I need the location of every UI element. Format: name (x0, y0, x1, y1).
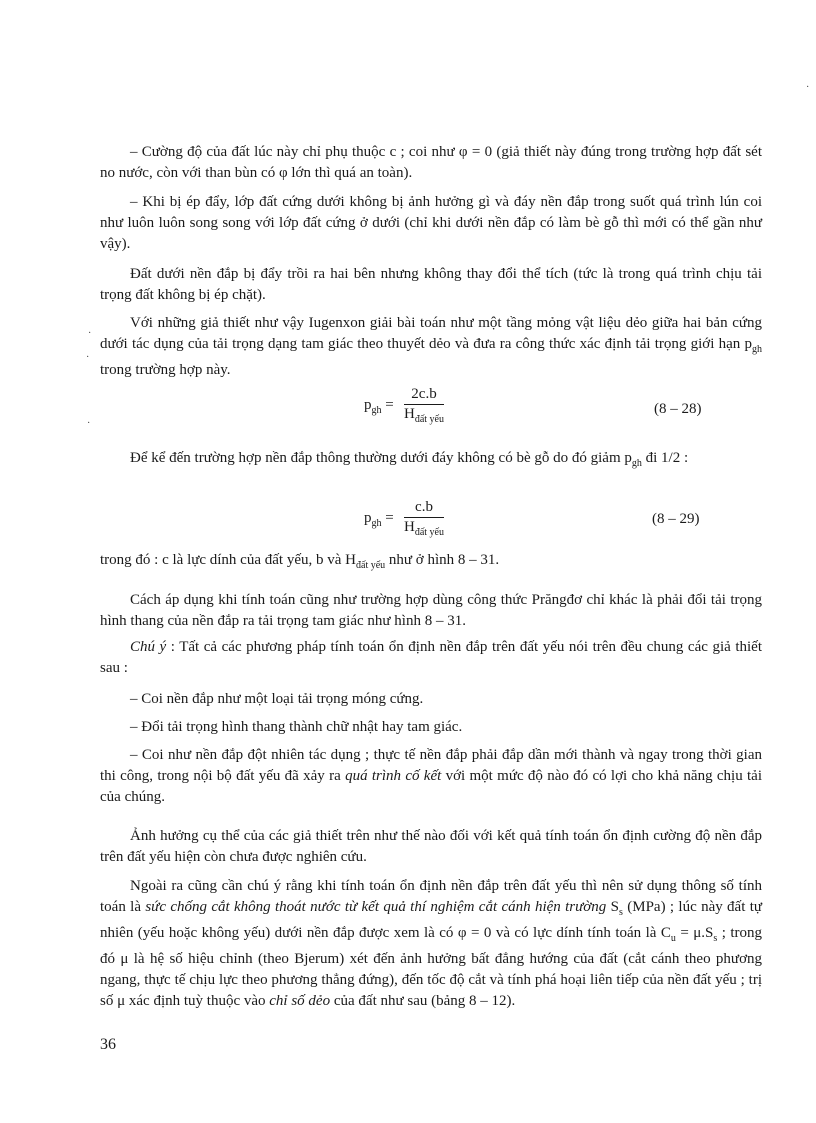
paragraph-undrained-strength (100, 876, 762, 1012)
paragraph-text: Đất dưới nền đắp bị đẩy trồi ra hai bên nhưng không thay đổi thể tích (tức là trong quá trình chịu tải trọng đất không bị ép chặt). (100, 266, 762, 303)
paragraph-text: của đất như sau (bảng 8 – 12). (333, 993, 516, 1009)
note-label: Chú ý (130, 639, 167, 655)
paragraph-text: trong đó : c là lực dính của đất yếu, b và (100, 552, 342, 568)
scan-speck: · (806, 82, 810, 93)
paragraph-text: (MPa) ; lúc này đất tự nhiên (yếu hoặc không yếu) dưới nền đắp được xem là có φ = 0 và có lực dính tính toán là C (100, 899, 763, 941)
paragraph-text: trong trường hợp này. (100, 362, 231, 378)
paragraph-reduce-half (100, 448, 762, 474)
paragraph-iugenxon (100, 313, 762, 381)
paragraph-text: – Khi bị ép đẩy, lớp đất cứng dưới không bị ảnh hưởng gì và đáy nền đắp trong suốt quá trình lún coi như luôn luôn song song với lớp đất cứng ở dưới (chỉ khi dưới nền đắp có làm bè gỗ thì mới có thể gần như vậy). (100, 194, 762, 252)
paragraph-text: Ngoài ra cũng cần chú ý rằng khi tính toán ổn định nền đắp trên đất yếu thì nên sử dụng thông số tính toán là (100, 878, 762, 915)
equation-denominator: $H_{đất yếu}$ (404, 519, 444, 538)
equation-numerator: c.b (404, 499, 444, 518)
subscript: u (670, 933, 676, 944)
equation-8-29-lhs: $p_{gh}$ = (364, 510, 394, 529)
symbol-pgh: $p_{gh}$ (744, 336, 762, 355)
paragraph-application (100, 590, 762, 632)
bullet-trapezoid (100, 717, 762, 738)
symbol-h-dat-yeu: $H_{đất yếu}$ (345, 552, 386, 571)
equation-denominator: $H_{đất yếu}$ (404, 406, 444, 425)
bullet-sudden-load (100, 745, 762, 808)
equation-8-28-fraction (404, 386, 444, 425)
subscript: s (713, 933, 718, 944)
paragraph-text: = μ.S (680, 925, 714, 941)
paragraph-text: – Coi như nền đắp đột nhiên tác dụng ; thực tế nền đắp phải đắp dần mới thành và ngay trong thời gian thi công, trong nội bộ đất yếu đã xảy ra (100, 747, 762, 784)
bullet-rigid-load (100, 689, 762, 710)
paragraph-assumption-hard-layer (100, 192, 762, 255)
equation-8-28-label: (8 – 28) (654, 401, 702, 417)
paragraph-where (100, 550, 762, 576)
equation-8-28-lhs: $p_{gh}$ = (364, 397, 394, 416)
italic-term: sức chống cắt không thoát nước từ kết quả thí nghiệm cắt cánh hiện trường (145, 899, 607, 915)
equation-numerator: 2c.b (404, 386, 444, 405)
paragraph-text: như ở hình 8 – 31. (388, 552, 500, 568)
italic-term: chỉ số dẻo (269, 993, 331, 1009)
paragraph-note (100, 637, 762, 679)
scan-speck: · (87, 418, 91, 429)
paragraph-assumption-strength (100, 142, 762, 184)
paragraph-text: Với những giả thiết như vậy Iugenxon giải bài toán như một tầng mỏng vật liệu dẻo giữa hai bản cứng dưới tác dụng của tải trọng dạng tam giác theo thuyết dẻo và đưa ra công thức xác định tải trọng giới hạn (100, 315, 762, 352)
equation-8-29-label: (8 – 29) (652, 511, 700, 527)
scan-speck: · (88, 328, 92, 339)
paragraph-text: Cách áp dụng khi tính toán cũng như trường hợp dùng công thức Prăngđơ chỉ khác là phải đổi tải trọng hình thang của nền đắp ra tải trọng tam giác như hình 8 – 31. (100, 592, 762, 629)
paragraph-text: đi 1/2 : (645, 450, 689, 466)
paragraph-assumption-volume (100, 264, 762, 306)
paragraph-text: ; trong đó μ là hệ số hiệu chỉnh (theo Bjerum) xét đến ảnh hưởng bất đẳng hướng của đất (cắt cánh theo phương ngang, thực tế chịu lực theo phương thẳng đứng), đến tốc độ cắt và tính phá hoại liên tiếp của nền đất yếu ; trị số μ xác định tuỳ thuộc vào (100, 925, 763, 1009)
paragraph-text: : Tất cả các phương pháp tính toán ổn định nền đắp trên đất yếu nói trên đều chung các giả thiết sau : (100, 639, 762, 676)
page-number: 36 (100, 1036, 116, 1053)
paragraph-text: – Coi nền đắp như một loại tải trọng móng cứng. (130, 691, 424, 707)
paragraph-text: với một mức độ nào đó có lợi cho khả năng chịu tải của chúng. (100, 768, 763, 805)
symbol-pgh: $p_{gh}$ (624, 450, 642, 469)
italic-term: quá trình cố kết (345, 768, 442, 784)
scan-speck: · (86, 352, 90, 363)
symbol-ss: $S_s$ (610, 899, 623, 918)
paragraph-text: – Đổi tải trọng hình thang thành chữ nhật hay tam giác. (130, 719, 463, 735)
paragraph-text: Để kể đến trường hợp nền đắp thông thường dưới đáy không có bè gỗ do đó giảm (130, 450, 621, 466)
paragraph-text: Ảnh hưởng cụ thể của các giả thiết trên như thế nào đối với kết quả tính toán ổn định cường độ nền đắp trên đất yếu hiện còn chưa được nghiên cứu. (100, 828, 762, 865)
paragraph-influence (100, 826, 762, 868)
equation-8-29-fraction (404, 499, 444, 538)
paragraph-text: – Cường độ của đất lúc này chỉ phụ thuộc c ; coi như φ = 0 (giả thiết này đúng trong trường hợp đất sét no nước, còn với than bùn có φ lớn thì quá an toàn). (100, 144, 762, 181)
